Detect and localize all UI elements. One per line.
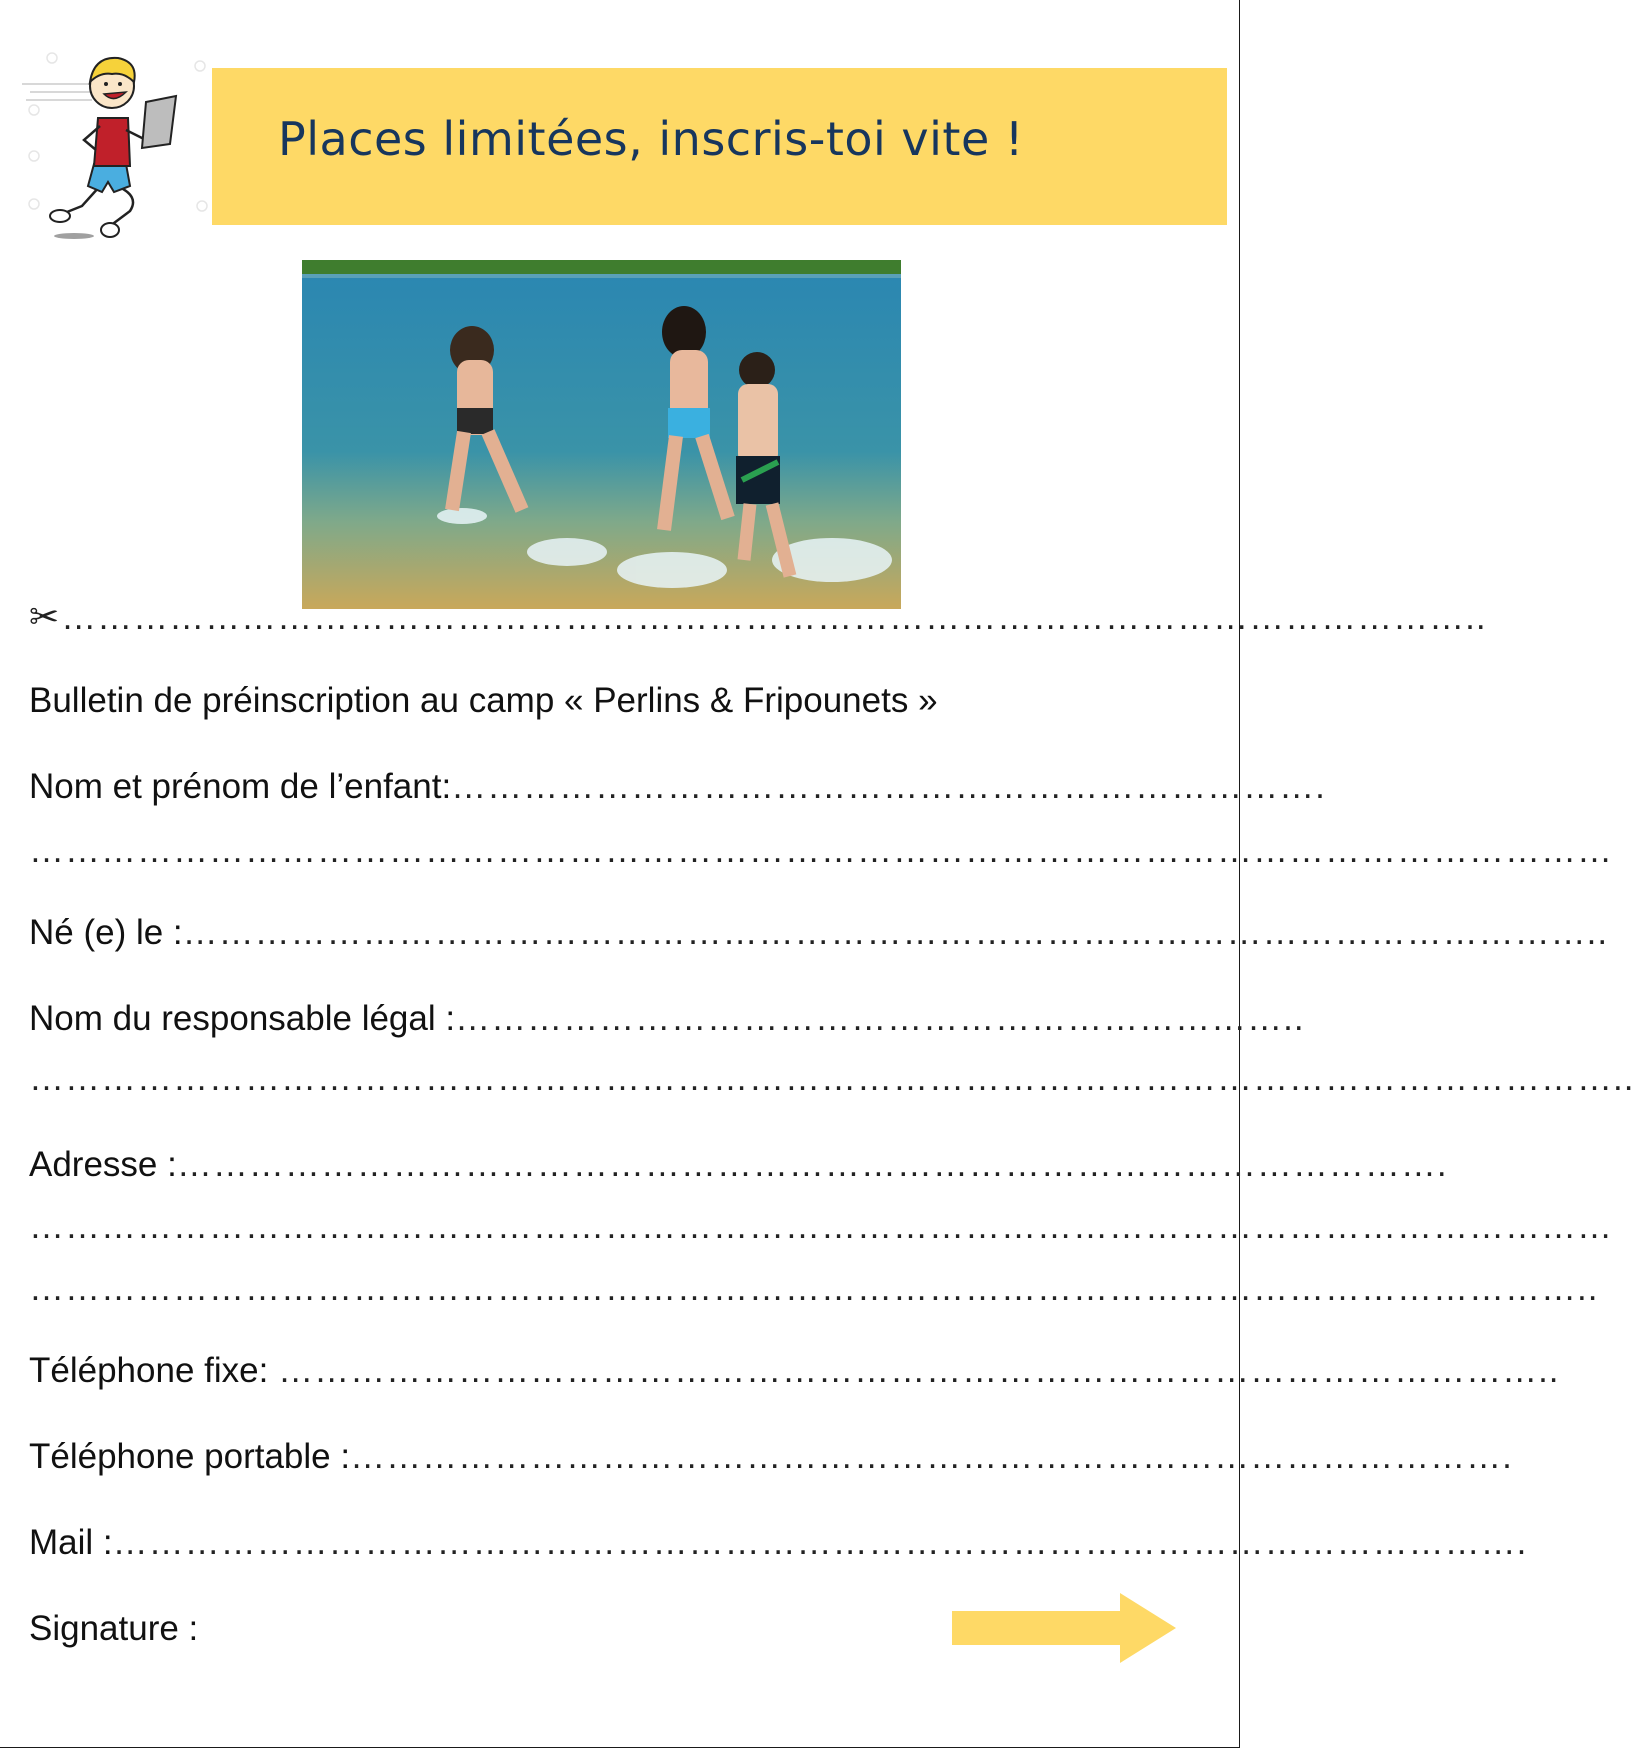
address-blank-2[interactable]: …………………………………………………………………………………………………………………… [29,1207,1613,1246]
birth-date-blank[interactable]: ……………………………………………………………………………………………………….. [182,913,1609,952]
email-field[interactable] [29,1518,1528,1568]
address-field[interactable] [29,1140,1448,1190]
child-name-field[interactable] [29,762,1326,812]
address-field-continued-2[interactable] [29,1264,1599,1314]
form-heading [29,676,1209,726]
running-boy-illustration [22,46,212,246]
guardian-name-blank-2[interactable]: …………………………………………………………………………………………………………………….. [29,1059,1634,1098]
landline-phone-label: Téléphone fixe: [29,1351,279,1390]
landline-phone-blank[interactable]: …………………………………………………………………………………………….. [278,1351,1560,1390]
guardian-name-label: Nom du responsable légal : [29,999,456,1038]
cut-line [29,592,1487,642]
page-border [1239,0,1240,1748]
signature-field[interactable] [29,1604,629,1654]
email-blank[interactable]: ………………………………………………………………………………………………………. [112,1523,1528,1562]
guardian-name-blank[interactable]: …………………………………………………………….. [455,999,1305,1038]
scissors-icon: ✂ [29,596,60,637]
child-name-label: Nom et prénom de l’enfant: [29,767,452,806]
form-heading-text: Bulletin de préinscription au camp « Perlins & Fripounets » [29,681,938,720]
cut-line-dots: ……………………………………………………………………………………………………….. [61,598,1487,637]
mobile-phone-label: Téléphone portable : [29,1437,351,1476]
mobile-phone-blank[interactable]: ……………………………………………………………………………………. [350,1437,1513,1476]
address-label: Adresse : [29,1145,177,1184]
birth-date-label: Né (e) le : [29,913,183,952]
child-name-field-continued[interactable] [29,826,1613,876]
mobile-phone-field[interactable] [29,1432,1513,1482]
address-field-continued[interactable] [29,1202,1613,1252]
guardian-name-field[interactable] [29,994,1305,1044]
email-label: Mail : [29,1523,113,1562]
guardian-name-field-continued[interactable] [29,1054,1634,1104]
signature-label: Signature : [29,1609,199,1648]
child-name-blank[interactable]: ………………………………………………………………. [451,767,1326,806]
address-blank[interactable]: ……………………………………………………………………………………………. [176,1145,1448,1184]
landline-phone-field[interactable] [29,1346,1560,1396]
birth-date-field[interactable] [29,908,1609,958]
banner-title: Places limitées, inscris-toi vite ! [278,112,1024,166]
title-banner [212,68,1227,225]
children-lake-photo [302,260,901,609]
address-blank-3[interactable]: ………………………………………………………………………………………………………………….. [29,1269,1599,1308]
arrow-right-icon [952,1593,1176,1663]
child-name-blank-2[interactable]: …………………………………………………………………………………………………………………… [29,831,1613,870]
